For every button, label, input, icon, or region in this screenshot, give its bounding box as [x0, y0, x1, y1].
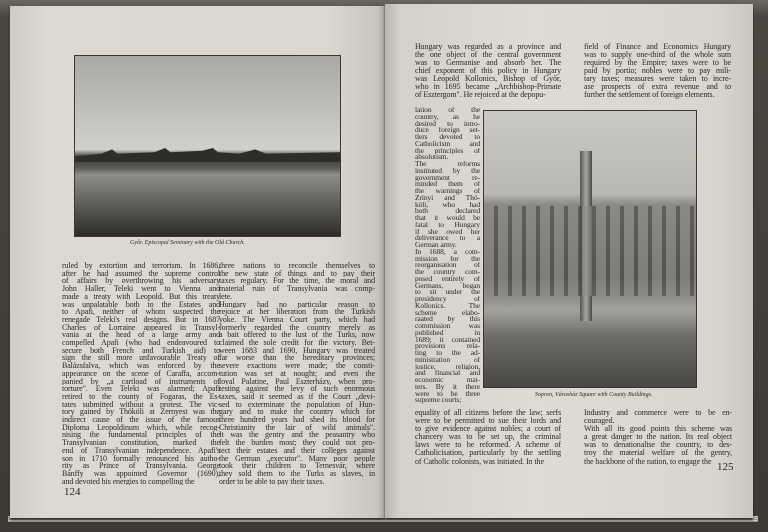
text-line: Christianity the lair of wild animals". — [219, 423, 375, 432]
photo-gyor-seminary — [74, 55, 341, 237]
text-line: country, as he — [415, 113, 480, 121]
text-line: ters. By it there — [415, 383, 480, 391]
text-line: was to supply one-third of the whole sum — [584, 51, 731, 59]
text-line: order to be able to pay their taxes. — [219, 477, 325, 486]
text-line: Zrinyi and Thö- — [415, 194, 480, 202]
text-line: formerly regarded the country merely as — [219, 323, 375, 332]
text-line: tary taxes; measures were taken to incre- — [584, 75, 731, 83]
text-line: panied by „a cartload of instruments of — [62, 377, 220, 386]
text-column-1 — [62, 262, 220, 485]
text-line: Catholicisation, particularly by the settling — [415, 449, 561, 458]
text-line: desired to intro- — [415, 120, 480, 128]
left-page — [10, 6, 385, 518]
text-line: rity as Prince of Transylvania. George — [62, 462, 220, 470]
text-line: laws were to be reformed. A scheme of — [415, 441, 561, 450]
text-line: 1689; it contained — [415, 336, 480, 344]
right-page — [385, 4, 753, 518]
text-line: to give evidence against nobles; a court of — [415, 425, 561, 434]
text-line: Industry and commerce were to be en- — [584, 409, 732, 417]
text-line: ting to the ad- — [415, 350, 480, 357]
text-line: tates submitted without a protest. The vic- — [62, 400, 220, 409]
text-line: It was the gentry and the peasantry who — [219, 431, 375, 440]
text-line: testing against the levy of such enormous — [219, 385, 375, 393]
text-line: severe exactions were made; the consti- — [219, 362, 375, 370]
text-line: lation of the — [415, 107, 480, 114]
text-line: was to denationalise the country, to des- — [584, 441, 732, 450]
text-line: With all its good points this scheme was — [584, 425, 732, 434]
text-line: field of Finance and Economics Hungary — [584, 43, 731, 51]
text-line: three nations to reconcile themselves to — [219, 262, 375, 270]
text-line: In 1688, a com- — [415, 248, 480, 256]
text-line: required by the Empire; taxes were to be — [584, 59, 731, 67]
text-line: appearance on the scene of Caraffa, accom- — [62, 369, 220, 378]
photo-caption: Sopron, Városház Square with County Buildings. — [535, 392, 653, 398]
text-line: The reforms — [415, 161, 480, 168]
text-line: Diploma Leopoldinum which, while recog- — [62, 423, 220, 432]
text-line: of affairs by overthrowing his adversary — [62, 277, 220, 286]
text-line: compelled Apafi (who had endeavoured to — [62, 339, 220, 347]
text-line: was unpalatable both to the Estates and — [62, 300, 220, 309]
text-line: secure both French and Turkish aid) to — [62, 346, 220, 355]
text-line: the backbone of the nation, to engage the — [584, 457, 712, 466]
text-line: ruled by extortion and terrorism. In 1686, — [62, 262, 220, 270]
text-line: rejoice at her liberation from the Turkish — [219, 308, 375, 316]
text-line: the new state of things and to pay their — [219, 269, 375, 278]
text-line: Balázsfalva, which was enforced by the — [62, 362, 220, 370]
text-line: gary and to make the country which for — [219, 408, 375, 417]
text-line: sed to exterminate the population of Hun- — [219, 400, 375, 409]
text-line: justice, religion, — [415, 363, 480, 371]
text-line: far worse than the hereditary provinces; — [219, 354, 375, 363]
photo-sopron-square — [483, 110, 697, 388]
text-column-narrow — [415, 107, 480, 404]
page-number: 124 — [64, 486, 81, 498]
text-line: Transylvanian constitution, marked the — [62, 439, 220, 447]
text-line: German army. — [415, 242, 457, 249]
text-line: chief exponent of this policy in Hungary — [415, 67, 561, 75]
text-line: couraged. — [584, 417, 615, 426]
text-line: they sold them to the Turks as slaves, in — [219, 469, 375, 478]
text-line: absolutism. — [415, 154, 449, 161]
text-line: deliverance to a — [415, 235, 480, 242]
text-line: a bait offered to the lust of the Turks, now — [219, 331, 375, 340]
text-line: taxes regulary. For the time, the moral and — [219, 277, 375, 286]
text-line: equality of all citizens before the law; serfs — [415, 409, 561, 417]
buildings — [484, 206, 696, 296]
text-line: renegade Teleki's real designs. But in 1687 — [62, 315, 220, 324]
text-line: instituted by the — [415, 167, 480, 175]
text-line: Charles of Lorraine appeared in Transyl- — [62, 323, 220, 332]
text-line: to sit under the — [415, 289, 480, 296]
text-line: tect their estates and their colleges against — [219, 446, 375, 455]
page-number: 125 — [717, 461, 734, 473]
text-line: government re- — [415, 174, 480, 182]
text-line: material ruin of Transylvania was comp- — [219, 285, 375, 293]
text-line: köli, who had — [415, 201, 480, 209]
text-line: mission for the — [415, 255, 480, 263]
text-line: the principles of — [415, 147, 480, 155]
text-line: vania at the head of a large army and — [62, 331, 220, 340]
text-line: economic mat- — [415, 377, 480, 384]
text-line: posed entirely of — [415, 275, 480, 283]
text-line: ministration of — [415, 356, 480, 364]
text-line: the warnings of — [415, 188, 480, 195]
text-line: commission was — [415, 323, 480, 330]
photo-caption: Győr. Episcopal Seminary with the Old Church. — [130, 240, 245, 246]
text-line: three hundred years had shed its blood for — [219, 416, 375, 424]
text-line: son in 1710 formally renounced his autho- — [62, 454, 220, 463]
text-line: Bánffy was appointed Governor (1690), — [62, 469, 220, 478]
text-line: sign the still more unfavourable Treaty of — [62, 354, 220, 363]
text-line: retired to the county of Fogaras, the Es- — [62, 392, 220, 401]
text-line: who in 1695 became „Archbishop-Primate — [415, 83, 561, 91]
text-line: presidency of — [415, 296, 480, 303]
text-line: taxes, said it seemed as if the Court „devi- — [219, 392, 375, 401]
text-line: reorganisation of — [415, 262, 480, 269]
text-line: and devoted his energies to compelling the — [62, 477, 195, 486]
text-column-bottom-1 — [415, 409, 561, 466]
text-line: John Haller, Teleki went to Vienna and — [62, 285, 220, 293]
text-line: yoke. The Vienna Court party, which had — [219, 315, 375, 324]
text-line: raated by this — [415, 316, 480, 323]
text-line: took their children to Temesvár, where — [219, 462, 375, 470]
text-line: Kollonics. The — [415, 302, 480, 310]
text-line: ase prospects of extra revenue and to — [584, 83, 731, 91]
text-line: tution was set at nought; and even the — [219, 369, 375, 378]
text-line: of Esztergom". He rejoiced at the depopu- — [415, 91, 546, 99]
text-line: of Catholic colonists, was initiated. In the — [415, 457, 544, 466]
text-line: after he had assumed the supreme control — [62, 269, 220, 278]
text-line: published in — [415, 329, 480, 337]
text-line: Catholicism and — [415, 140, 480, 148]
text-line: was Leopold Kollonics, Bishop of Győr, — [415, 75, 561, 83]
text-line: provisions rela- — [415, 343, 480, 350]
text-line: a great danger to the nation. Its real object — [584, 433, 732, 442]
text-line: if she owed her — [415, 228, 480, 236]
text-line: lete. — [219, 292, 233, 301]
text-line: made a treaty with Leopold. But this treaty — [62, 292, 220, 301]
text-line: the German „executor". Many poor people — [219, 454, 375, 463]
text-line: tlers devoted to — [415, 134, 480, 141]
text-line: were to be three — [415, 390, 480, 398]
text-column-top-2 — [584, 43, 731, 99]
text-line: was to Germanise and absorb her. The — [415, 59, 561, 67]
text-column-top-1 — [415, 43, 561, 99]
text-line: nising the fundamental principles of the — [62, 431, 220, 440]
text-line: both declared — [415, 208, 480, 215]
text-line: troy the material welfare of the gentry, — [584, 449, 732, 458]
text-line: duce foreign set- — [415, 127, 480, 134]
text-line: to Apafi, neither of whom suspected the — [62, 308, 220, 316]
text-line: minded them of — [415, 181, 480, 188]
text-line: loyal Palatine, Paul Eszterházy, when pro- — [219, 377, 375, 386]
text-line: paid by portio; nobles were to pay mili- — [584, 67, 731, 75]
text-line: torture". Even Teleki was alarmed; Apafi — [62, 385, 220, 393]
skyline — [75, 148, 340, 162]
text-line: felt the burden most; they could not pro- — [219, 439, 375, 447]
text-line: tory gained by Thököli at Zernyest was the — [62, 408, 220, 417]
text-line: were to be permitted to sue their lords and — [415, 417, 561, 426]
text-line: the one object of the central government — [415, 51, 561, 59]
text-line: further the settlement of foreign elements. — [584, 91, 715, 99]
text-line: indirect cause of the issue of the famous — [62, 416, 220, 424]
text-line: Hungary was regarded as a province and — [415, 43, 561, 51]
text-line: Germans, began — [415, 282, 480, 290]
text-column-2 — [219, 262, 375, 485]
text-line: ween 1683 and 1690, Hungary was treated — [219, 346, 375, 355]
text-line: and financial and — [415, 370, 480, 377]
text-line: scheme elabo- — [415, 309, 480, 317]
text-line: the country com- — [415, 269, 480, 276]
text-line: that it would be — [415, 215, 480, 222]
text-line: fatal to Hungary — [415, 221, 480, 229]
text-line: end of Transylvanian independence. Apafi's — [62, 446, 220, 455]
text-line: Hungary had no particular reason to — [219, 300, 375, 309]
text-column-bottom-2 — [584, 409, 732, 466]
text-line: chancery was to be set up, the criminal — [415, 433, 561, 442]
text-line: supreme courts; — [415, 397, 462, 404]
text-line: claimed the sole credit for the victory. Bet- — [219, 339, 375, 347]
